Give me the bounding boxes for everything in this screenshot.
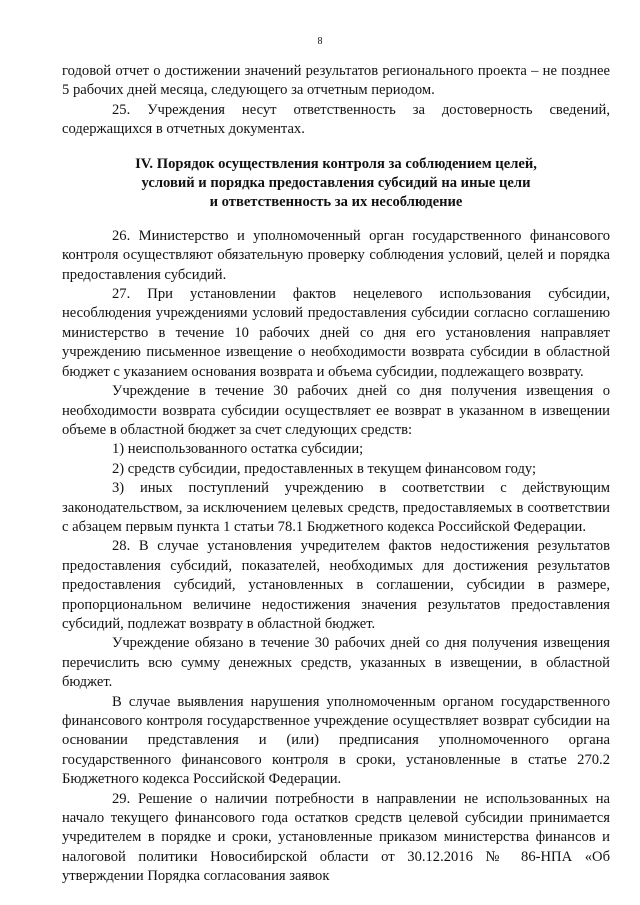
paragraph-28-violation: В случае выявления нарушения уполномоченным органом государственного финансового контроля государственное учреждение осуществляет возврат субсидии на основании представления и (или) предписания уполномоченного органа государственного финансового контроля в сроки, установленные в статье 270.2 Бюджетного кодекса Российской Федерации. <box>62 693 610 788</box>
document-body <box>62 62 610 887</box>
list-item-3: 3) иных поступлений учреждению в соответствии с действующим законодательством, за исключением целевых средств, предоставляемых в соответствии с абзацем первым пункта 1 статьи 78.1 Бюджетного кодекса Российской Федерации. <box>62 480 610 535</box>
page-number: 8 <box>317 36 323 47</box>
section-heading-line: IV. Порядок осуществления контроля за соблюдением целей, <box>135 155 537 172</box>
section-heading-line: условий и порядка предоставления субсидий на иные цели <box>141 175 531 192</box>
list-item-2: 2) средств субсидии, предоставленных в текущем финансовом году; <box>112 460 537 477</box>
paragraph-29: 29. Решение о наличии потребности в направлении не использованных на начало текущего финансового года остатков средств целевой субсидии принимается учредителем в порядке и сроки, установленные приказом министерства финансов и налоговой политики Новосибирской области от 30.12.2016 № 86-НПА «Об утверждении Порядка согласования заявок <box>62 790 610 885</box>
paragraph-intro-2: 25. Учреждения несут ответственность за достоверность сведений, содержащихся в отчетных документах. <box>62 101 610 138</box>
paragraph-27: 27. При установлении фактов нецелевого использования субсидии, несоблюдения учреждениями условий предоставления субсидии согласно соглашению министерство в течение 10 рабочих дней со дня его установления направляет учреждению письменное извещение о необходимости возврата субсидии в областной бюджет с указанием основания возврата и объема субсидии, подлежащего возврату. <box>62 286 610 380</box>
paragraph-27-return: Учреждение в течение 30 рабочих дней со дня получения извещения о необходимости возврата субсидии осуществляет ее возврат в указанном в извещении объеме в областной бюджет за счет следующих средств: <box>62 383 610 438</box>
list-item-1: 1) неиспользованного остатка субсидии; <box>112 441 364 458</box>
paragraph-intro-1: годовой отчет о достижении значений результатов регионального проекта – не позднее 5 рабочих дней месяца, следующего за отчетным периодом. <box>62 63 610 99</box>
paragraph-28: 28. В случае установления учредителем фактов недостижения результатов предоставления субсидий, показателей, необходимых для достижения результатов предоставления субсидий, установленных в соглашении, субсидии в размере, пропорциональном величине недостижения значения результатов предоставления субсидий, подлежат возврату в областной бюджет. <box>62 538 610 632</box>
section-heading <box>62 155 610 213</box>
section-heading-line: и ответственность за их несоблюдение <box>209 194 463 211</box>
paragraph-28-obligation: Учреждение обязано в течение 30 рабочих дней со дня получения извещения перечислить всю сумму денежных средств, указанных в извещении, в областной бюджет. <box>62 635 610 691</box>
paragraph-26: 26. Министерство и уполномоченный орган государственного финансового контроля осуществляют обязательную проверку соблюдения условий, целей и порядка предоставления субсидий. <box>62 227 610 283</box>
